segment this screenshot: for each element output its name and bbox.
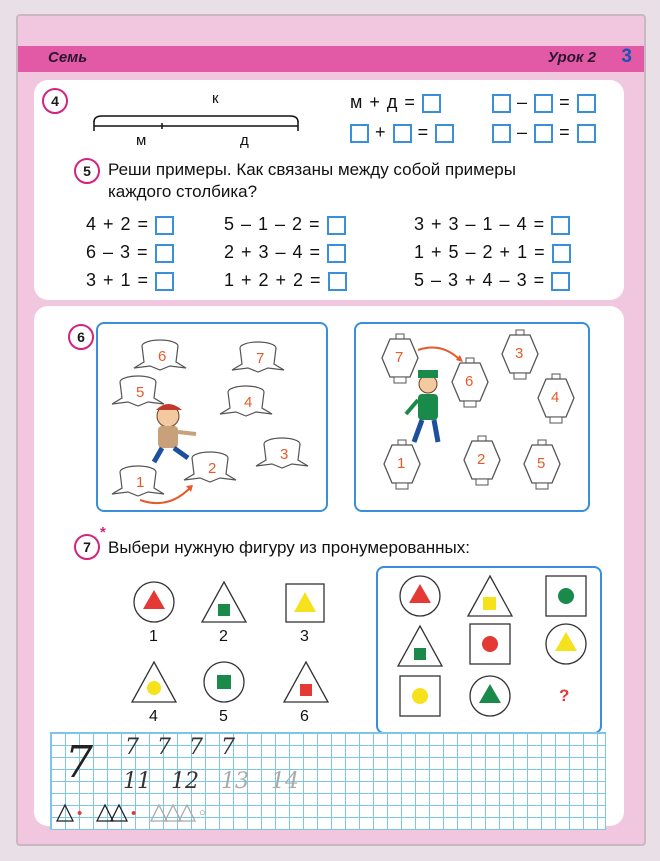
pattern-panel	[376, 566, 602, 734]
task5-question-line1: Реши примеры. Как связаны между собой примеры	[108, 160, 516, 179]
practice-digit: 7	[157, 735, 171, 760]
task7-number: 7	[74, 534, 100, 560]
practice-digit: 7	[221, 735, 235, 760]
task6-number: 6	[68, 324, 94, 350]
answer-box[interactable]	[155, 216, 174, 235]
task5-equation: 3 + 1 =	[86, 270, 174, 291]
answer-box[interactable]	[422, 94, 441, 113]
task4-eq-row2: + =	[350, 122, 454, 143]
card-tasks-4-5	[34, 80, 624, 300]
answer-box[interactable]	[155, 244, 174, 263]
stump-label: 6	[158, 348, 167, 365]
stump-label: 7	[256, 350, 265, 367]
task5-equation: 1 + 2 + 2 =	[224, 270, 347, 291]
stump-label: 1	[136, 474, 145, 491]
answer-box[interactable]	[551, 272, 570, 291]
lantern-label: 4	[551, 389, 560, 406]
big-seven: 7	[65, 737, 93, 788]
task4-eq-row1: м + д =	[350, 92, 441, 113]
lanterns-panel	[354, 322, 590, 512]
task4-number: 4	[42, 88, 68, 114]
option-number[interactable]: 1	[149, 628, 158, 645]
task5-equation: 1 + 5 – 2 + 1 =	[414, 242, 571, 263]
red-dot: •	[131, 805, 137, 822]
answer-box[interactable]	[350, 124, 369, 143]
lantern-label: 3	[515, 345, 524, 362]
task5-question-line2: каждого столбика?	[108, 182, 258, 201]
task5-equation: 2 + 3 – 4 =	[224, 242, 346, 263]
copybook-grid[interactable]	[50, 732, 606, 830]
task7-prompt: Выбери нужную фигуру из пронумерованных:	[108, 538, 470, 557]
man-figure	[406, 370, 438, 442]
task5-equation: 5 – 1 – 2 =	[224, 214, 346, 235]
segment-part-d: д	[240, 132, 249, 149]
lanterns-illustration	[356, 324, 588, 510]
answer-box[interactable]	[327, 244, 346, 263]
answer-box[interactable]	[155, 272, 174, 291]
stump-label: 3	[280, 446, 289, 463]
segment-whole-label: к	[212, 90, 219, 107]
task5-equation: 5 – 3 + 4 – 3 =	[414, 270, 570, 291]
question-mark[interactable]: ?	[559, 686, 570, 705]
page-header	[18, 46, 644, 72]
lantern-label: 1	[397, 455, 406, 472]
answer-box[interactable]	[393, 124, 412, 143]
task7-star: *	[100, 524, 106, 541]
segment-diagram	[92, 88, 312, 148]
task5-equation: 4 + 2 =	[86, 214, 174, 235]
header-topic: Семь	[48, 49, 88, 66]
answer-box[interactable]	[327, 216, 346, 235]
answer-box[interactable]	[328, 272, 347, 291]
lantern-label: 6	[465, 373, 474, 390]
lantern-label: 7	[395, 349, 404, 366]
answer-box[interactable]	[577, 124, 596, 143]
boy-figure	[154, 404, 196, 462]
answer-box[interactable]	[435, 124, 454, 143]
task5-equation: 3 + 3 – 1 – 4 =	[414, 214, 570, 235]
option-number[interactable]: 6	[300, 708, 309, 725]
answer-box[interactable]	[577, 94, 596, 113]
small-circle: ○	[199, 807, 206, 819]
task4-eq-row1-b: – =	[492, 92, 596, 113]
answer-box[interactable]	[552, 244, 571, 263]
option-number[interactable]: 3	[300, 628, 309, 645]
triangle-pattern	[55, 803, 255, 827]
practice-number: 11	[123, 769, 151, 794]
task5-number: 5	[74, 158, 100, 184]
lantern-label: 5	[537, 455, 546, 472]
header-lesson: Урок 2	[547, 49, 596, 66]
option-number[interactable]: 2	[219, 628, 228, 645]
answer-box[interactable]	[551, 216, 570, 235]
answer-box[interactable]	[534, 94, 553, 113]
page-number: 3	[621, 46, 632, 67]
option-number[interactable]: 4	[149, 708, 158, 725]
stumps-illustration	[98, 324, 326, 510]
answer-box[interactable]	[534, 124, 553, 143]
pattern-grid	[378, 568, 600, 732]
task5-equation: 6 – 3 =	[86, 242, 174, 263]
task4-eq-row2-b: – =	[492, 122, 596, 143]
practice-digit: 7	[125, 735, 139, 760]
segment-part-m: м	[136, 132, 147, 149]
practice-digit: 7	[189, 735, 203, 760]
workbook-page	[16, 14, 646, 846]
lantern-label: 2	[477, 451, 486, 468]
practice-number: 12	[171, 769, 199, 794]
answer-box[interactable]	[492, 124, 511, 143]
stump-label: 2	[208, 460, 217, 477]
task7-options	[118, 576, 358, 726]
red-dot: •	[77, 805, 83, 822]
answer-box[interactable]	[492, 94, 511, 113]
option-number[interactable]: 5	[219, 708, 228, 725]
stumps-panel	[96, 322, 328, 512]
practice-number: 14	[271, 769, 299, 794]
practice-number: 13	[221, 769, 249, 794]
stump-label: 5	[136, 384, 145, 401]
stump-label: 4	[244, 394, 253, 411]
